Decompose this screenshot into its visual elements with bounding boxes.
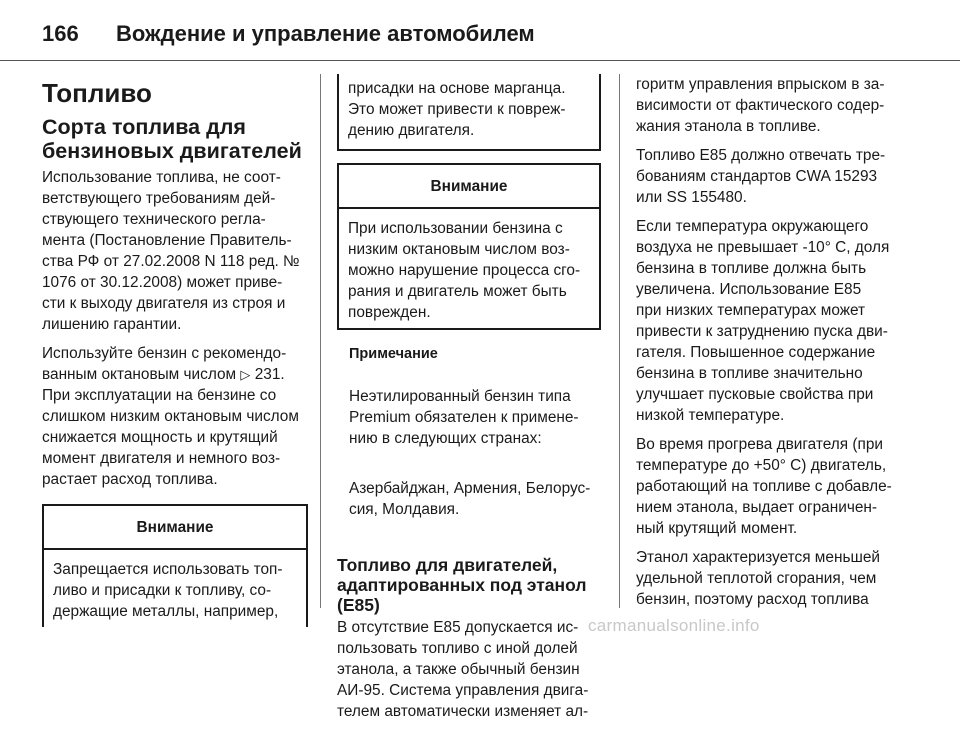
warning-text: присадки на основе марганца. Это может привести к повреж- дению двигателя. <box>348 80 566 139</box>
column-divider <box>320 74 321 608</box>
warning-title: Внимание <box>44 506 306 550</box>
warning-title: Внимание <box>339 165 599 209</box>
header-rule <box>0 60 960 61</box>
watermark: carmanualsonline.info <box>588 616 760 635</box>
paragraph-text: Используйте бензин с рекомендо- ванным октановым числом <box>42 345 287 383</box>
subsection-title: Сорта топлива для бензиновых двигателей <box>42 115 302 163</box>
column-2 <box>337 74 601 730</box>
paragraph: Этанол характеризуется меньшей удельной теплотой сгорания, чем бензин, поэтому расход топлива <box>636 549 880 608</box>
note-title: Примечание <box>349 346 438 362</box>
warning-box <box>337 163 601 330</box>
warning-box <box>42 504 308 627</box>
page-reference[interactable]: 231 <box>254 366 281 383</box>
paragraph: Топливо E85 должно отвечать тре- бованиям стандартов CWA 15293 или SS 155480. <box>636 147 886 206</box>
warning-text: При использовании бензина с низким октановым числом воз- можно нарушение процесса сго- рания и двигатель может быть поврежден. <box>348 220 581 321</box>
note-countries: Азербайджан, Армения, Белорус- сия, Молдавия. <box>349 480 591 518</box>
warning-text: Запрещается использовать топ- ливо и присадки к топливу, со- держащие металлы, например, <box>53 561 283 620</box>
paragraph: Во время прогрева двигателя (при температуре до +50° C) двигатель, работающий на топливе с добавле- нием этанола, выдает ограничен- ный крутящий момент. <box>636 436 892 537</box>
paragraph-text: . При эксплуатации на бензине со слишком низким октановым числом снижается мощность и крутящий момент двигателя и немного воз- растает расход топлива. <box>42 366 299 488</box>
page-reference-arrow-icon: ▷ <box>240 367 251 382</box>
column-3 <box>636 74 920 618</box>
paragraph: Если температура окружающего воздуха не превышает -10° C, доля бензина в топливе должна быть увеличена. Использование E85 при низких температурах может привести к затруднению пуска дви- гателя. Повышенное содержание бензина в топливе значительно улучшает пусковые свойства при низкой температуре. <box>636 218 890 424</box>
paragraph: горитм управления впрыском в за- висимости от фактического содер- жания этанола в топливе. <box>636 76 885 135</box>
paragraph: В отсутствие E85 допускается ис- пользовать топливо с иной долей этанола, а также обычный бензин АИ-95. Система управления двига- телем автоматически изменяет ал- <box>337 619 589 720</box>
chapter-title: Вождение и управление автомобилем <box>116 21 535 46</box>
section-title: Топливо <box>42 78 152 108</box>
paragraph: Использование топлива, не соот- ветствующего требованиям дей- ствующего технического регла- мента (Постановление Правитель- ства РФ от 27.02.2008 N 118 ред. № 1076 от 30.12.2008) может приве- сти к выходу двигателя из строя и лишению гарантии. <box>42 169 300 333</box>
warning-box-continued <box>337 74 601 151</box>
note-body <box>349 365 601 549</box>
page-number: 166 <box>42 21 79 46</box>
page-header <box>42 12 918 56</box>
column-1 <box>42 70 308 627</box>
paragraph-ref <box>42 343 308 490</box>
subsection-title: Топливо для двигателей, адаптированных под этанол (E85) <box>337 555 587 615</box>
column-divider <box>619 74 620 608</box>
note-text: Неэтилированный бензин типа Premium обязателен к примене- нию в следующих странах: <box>349 388 579 447</box>
